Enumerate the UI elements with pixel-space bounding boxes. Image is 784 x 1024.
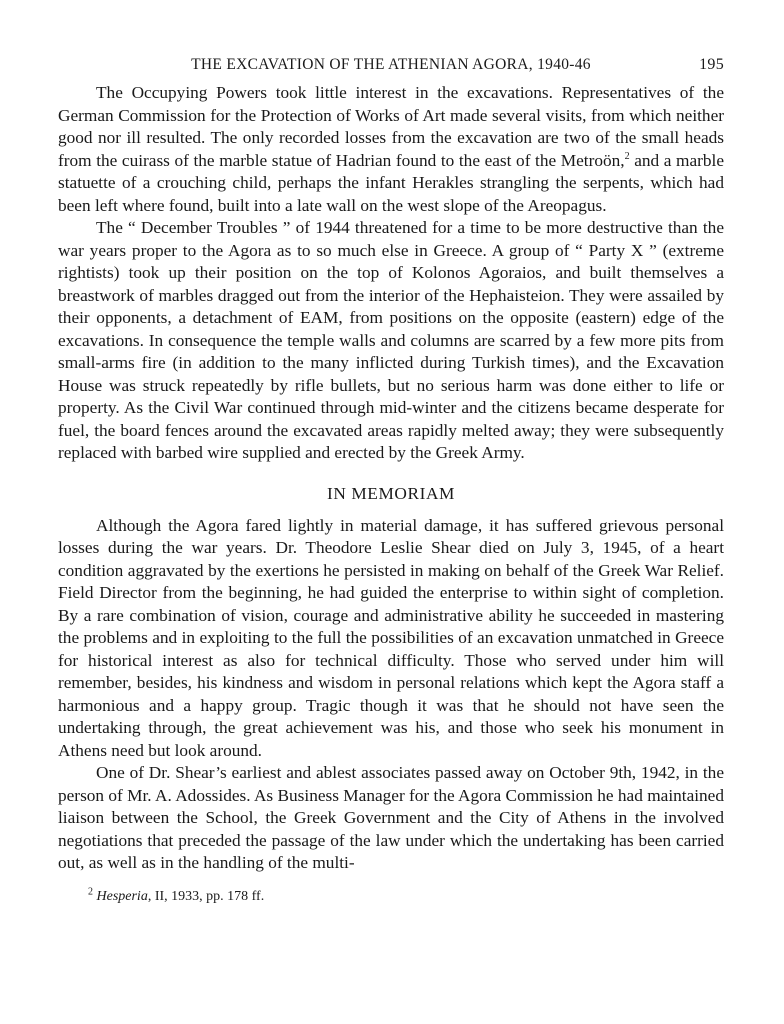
paragraph-1-text: The Occupying Powers took little interest in the excavations. Representatives of the German Commission for the Protection of Works of Art made several visits, from which neither good nor ill resulted. The only recorded losses from the excavation are two of the small heads from the cuirass of the marble statue of Hadrian found to the east of the Metroön, <box>58 83 724 170</box>
section-heading: IN MEMORIAM <box>326 483 456 503</box>
footnote <box>58 885 724 906</box>
paragraph-1-text-cont: and a marble statuette of a crouching child, perhaps the infant Herakles strangling the serpents, which had been left where found, built into a late wall on the west slope of the Areopagus. <box>58 150 724 215</box>
footnote-marker: 2 <box>88 885 93 897</box>
running-head <box>58 56 724 82</box>
footnote-journal: Hesperia <box>96 888 148 904</box>
footnote-citation: , II, 1933, pp. 178 ff. <box>147 888 265 904</box>
paragraph-december-troubles: The “ December Troubles ” of 1944 threatened for a time to be more destructive than the war years proper to the Agora as to so much else in Greece. A group of “ Party X ” (extreme rightists) took up their position on the top of Kolonos Agoraios, and built themselves a breastwork of marbles dragged out from the interior of the Hephaisteion. They were assailed by their opponents, a detachment of EAM, from positions on the opposite (eastern) edge of the excavations. In consequence the temple walls and columns are scarred by a few more pits from small-arms fire (in addition to the many inflicted during Turkish times), and the Excavation House was struck repeatedly by rifle bullets, but no serious harm was done either to life or property. As the Civil War continued through mid-winter and the citizens became desperate for fuel, the board fences around the excavated areas rapidly melted away; they were subsequently replaced with barbed wire supplied and erected by the Greek Army. <box>58 218 724 462</box>
paragraph-shear: Although the Agora fared lightly in material damage, it has suffered grievous personal losses during the war years. Dr. Theodore Leslie Shear died on July 3, 1945, of a heart condition aggravated by the exertions he persisted in making on behalf of the Greek War Relief. Field Director from the beginning, he had guided the enterprise to within sight of completion. By a rare combination of vision, courage and administrative ability he succeeded in mastering the problems and in exploiting to the full the possibilities of an excavation unmatched in Greece for historical interest as also for technical difficulty. Those who served under him will remember, besides, his kindness and wisdom in personal relations which kept the Agora staff a harmonious and a happy group. Tragic though it was that he should not have seen the undertaking through, the great achievement was his, and those who seek his monument in Athens need but look around. <box>58 515 724 760</box>
paragraph-adossides: One of Dr. Shear’s earliest and ablest associates passed away on October 9th, 1942, in the person of Mr. A. Adossides. As Business Manager for the Agora Commission he had maintained liaison between the School, the Greek Government and the City of Athens in the involved negotiations that preceded the passage of the law under which the undertaking has been carried out, as well as in the handling of the multi- <box>58 763 724 872</box>
running-title: THE EXCAVATION OF THE ATHENIAN AGORA, 1940-46 <box>191 56 591 73</box>
paragraph-occupying-powers <box>58 82 724 217</box>
page <box>58 56 724 906</box>
page-number: 195 <box>699 56 724 73</box>
footnote-reference: 2 <box>624 150 630 162</box>
